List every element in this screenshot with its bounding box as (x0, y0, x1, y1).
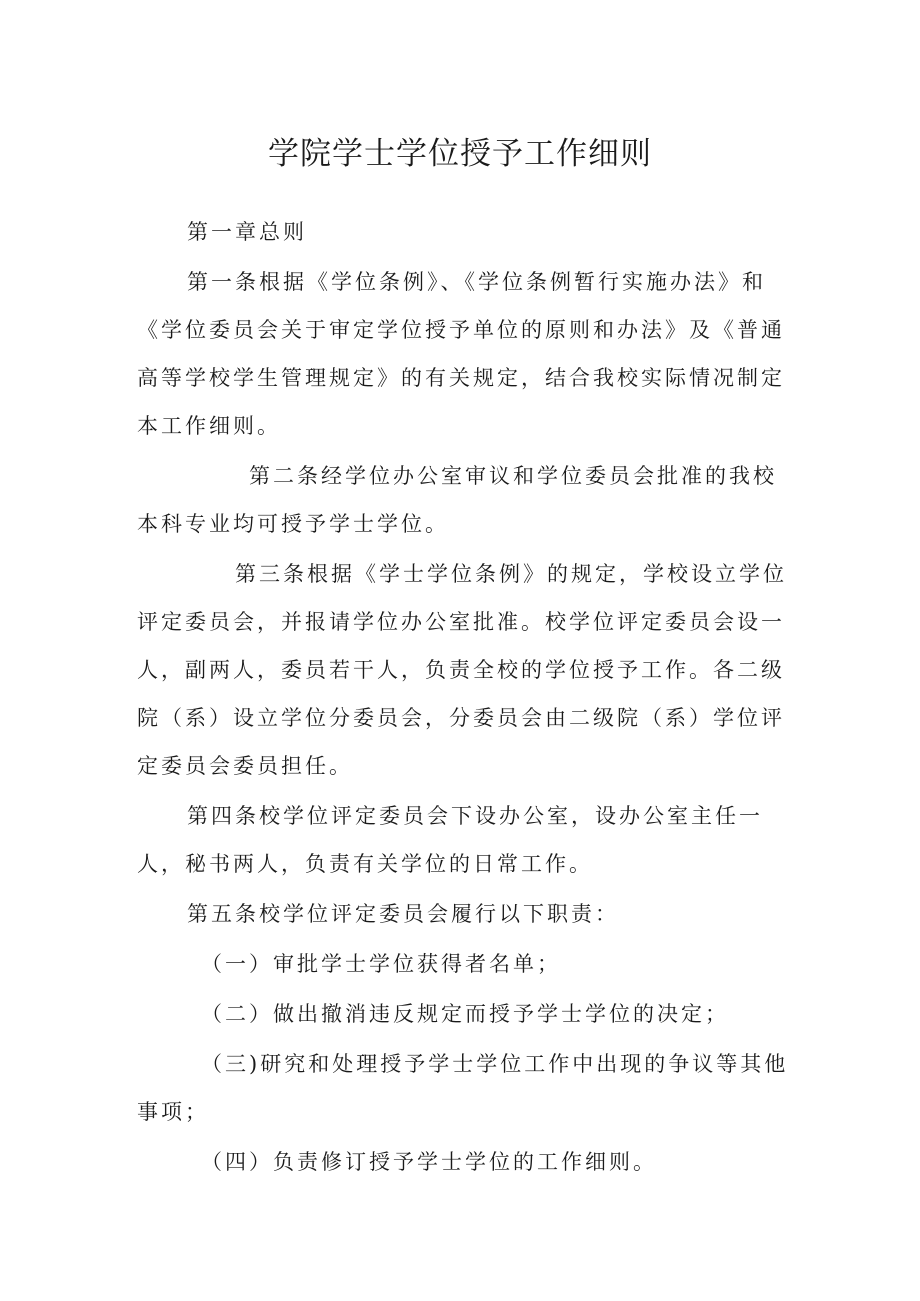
chapter-heading: 第一章总则 (187, 220, 307, 244)
list-item-1: （一）审批学士学位获得者名单； (201, 952, 561, 976)
list-item-3: （三)研究和处理授予学士学位工作中出现的争议等其他事项； (137, 1052, 789, 1124)
article-2: 第二条经学位办公室审议和学位委员会批准的我校本科专业均可授予学士学位。 (137, 464, 777, 536)
document-title: 学院学士学位授予工作细则 (268, 136, 652, 172)
article-5: 第五条校学位评定委员会履行以下职责： (187, 902, 619, 926)
document-body (137, 208, 797, 1186)
article-1: 第一条根据《学位条例》、《学位条例暂行实施办法》和《学位委员会关于审定学位授予单位的原则和办法》及《普通高等学校学生管理规定》的有关规定，结合我校实际情况制定本工作细则。 (137, 270, 785, 438)
list-item-4: （四）负责修订授予学士学位的工作细则。 (201, 1150, 657, 1174)
article-4: 第四条校学位评定委员会下设办公室，设办公室主任一人，秘书两人，负责有关学位的日常工作。 (137, 804, 763, 876)
article-3: 第三条根据《学士学位条例》的规定，学校设立学位评定委员会，并报请学位办公室批准。校学位评定委员会设一人，副两人，委员若干人，负责全校的学位授予工作。各二级院（系）设立学位分委员会，分委员会由二级院（系）学位评定委员会委员担任。 (137, 562, 787, 778)
list-item-2: （二）做出撤消违反规定而授予学士学位的决定； (201, 1002, 729, 1026)
